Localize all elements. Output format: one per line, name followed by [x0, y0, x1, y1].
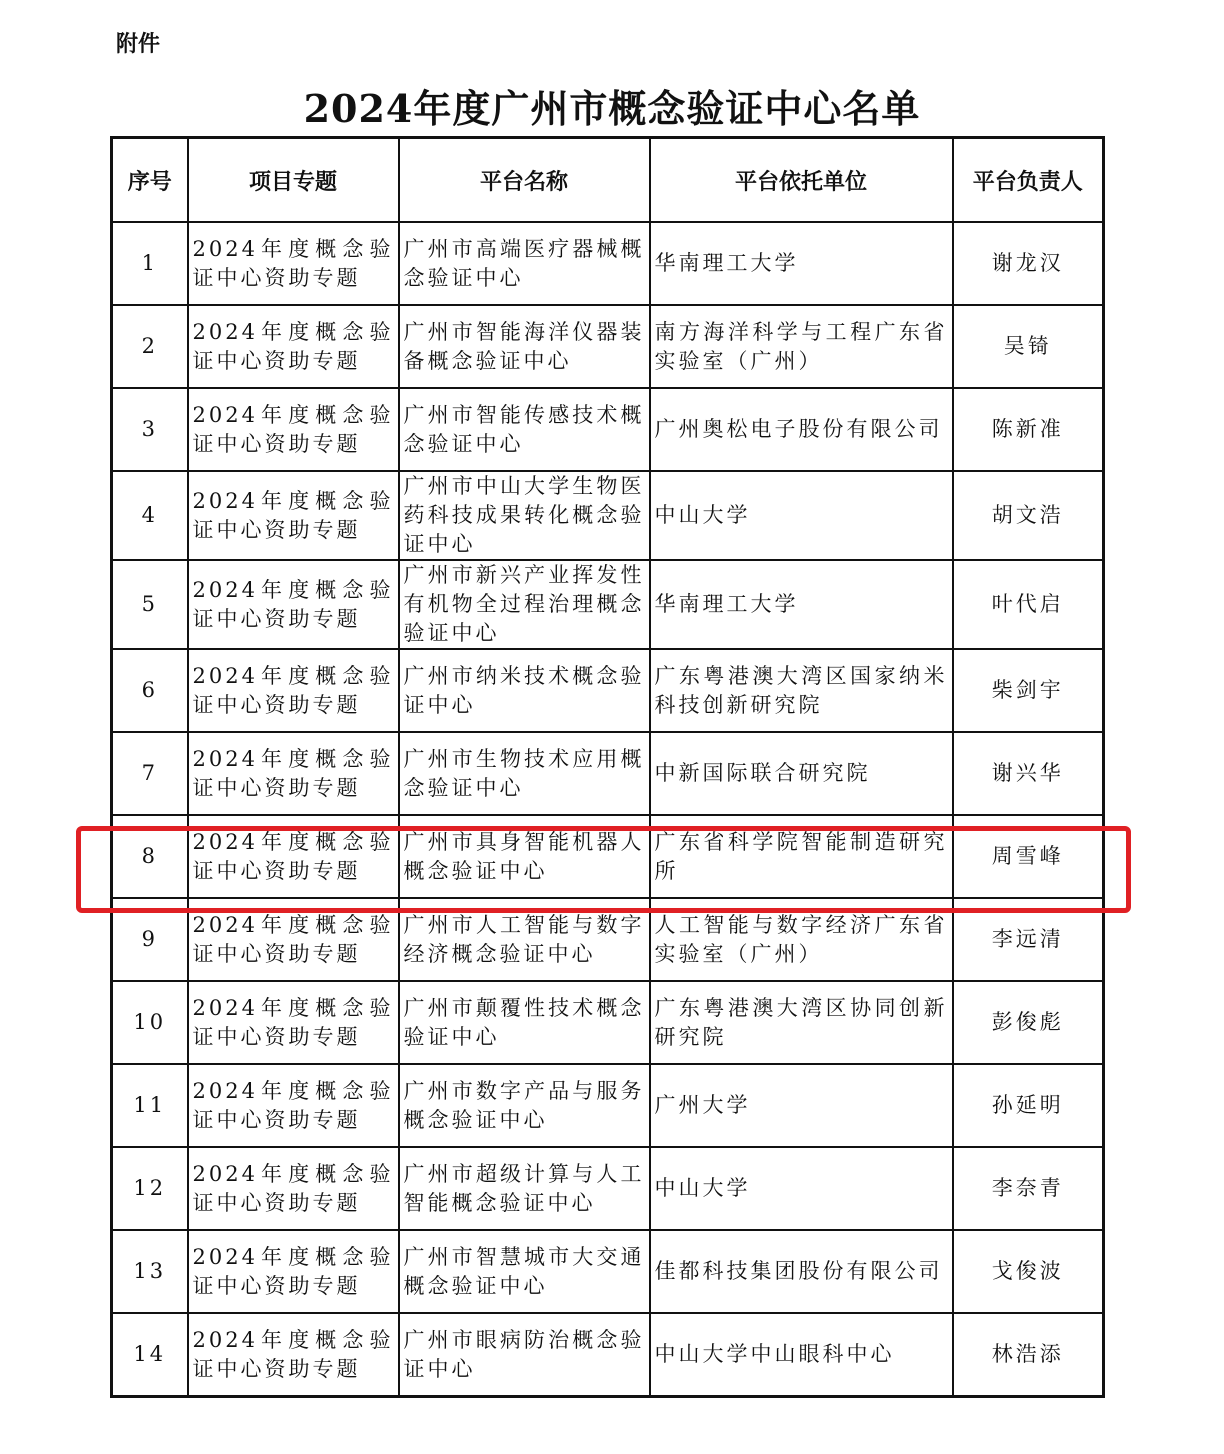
table-row	[112, 222, 1104, 305]
row-lead: 吴锜	[953, 305, 1104, 388]
row-org: 中山大学	[650, 471, 953, 560]
row-org: 广州大学	[650, 1064, 953, 1147]
row-no: 12	[112, 1147, 188, 1230]
row-topic: 2024年度概念验证中心资助专题	[188, 1313, 399, 1397]
row-topic: 2024年度概念验证中心资助专题	[188, 471, 399, 560]
row-platform: 广州市智慧城市大交通概念验证中心	[399, 1230, 650, 1313]
table-row	[112, 560, 1104, 649]
row-topic: 2024年度概念验证中心资助专题	[188, 560, 399, 649]
table-row	[112, 732, 1104, 815]
row-no: 2	[112, 305, 188, 388]
row-topic: 2024年度概念验证中心资助专题	[188, 388, 399, 471]
row-org: 广州奥松电子股份有限公司	[650, 388, 953, 471]
center-list-table	[110, 136, 1105, 1398]
row-no: 1	[112, 222, 188, 305]
row-platform: 广州市高端医疗器械概念验证中心	[399, 222, 650, 305]
row-lead: 彭俊彪	[953, 981, 1104, 1064]
table-row	[112, 1313, 1104, 1397]
row-platform: 广州市眼病防治概念验证中心	[399, 1313, 650, 1397]
row-topic: 2024年度概念验证中心资助专题	[188, 649, 399, 732]
row-org: 中新国际联合研究院	[650, 732, 953, 815]
table-row	[112, 471, 1104, 560]
row-platform: 广州市纳米技术概念验证中心	[399, 649, 650, 732]
row-platform: 广州市生物技术应用概念验证中心	[399, 732, 650, 815]
header-lead: 平台负责人	[953, 138, 1104, 223]
row-lead: 谢龙汉	[953, 222, 1104, 305]
table-row	[112, 305, 1104, 388]
table-row	[112, 1064, 1104, 1147]
header-topic: 项目专题	[188, 138, 399, 223]
row-no: 6	[112, 649, 188, 732]
row-topic: 2024年度概念验证中心资助专题	[188, 981, 399, 1064]
page-title: 2024年度广州市概念验证中心名单	[303, 86, 921, 131]
header-platform: 平台名称	[399, 138, 650, 223]
table-header-row	[112, 138, 1104, 223]
row-no: 7	[112, 732, 188, 815]
table-row-highlighted	[112, 815, 1104, 898]
row-lead: 胡文浩	[953, 471, 1104, 560]
row-org: 南方海洋科学与工程广东省实验室（广州）	[650, 305, 953, 388]
row-no: 8	[112, 815, 188, 898]
row-topic: 2024年度概念验证中心资助专题	[188, 222, 399, 305]
row-platform: 广州市人工智能与数字经济概念验证中心	[399, 898, 650, 981]
row-no: 9	[112, 898, 188, 981]
row-lead: 陈新准	[953, 388, 1104, 471]
row-platform: 广州市智能海洋仪器装备概念验证中心	[399, 305, 650, 388]
row-topic: 2024年度概念验证中心资助专题	[188, 1147, 399, 1230]
header-org: 平台依托单位	[650, 138, 953, 223]
row-no: 13	[112, 1230, 188, 1313]
row-no: 10	[112, 981, 188, 1064]
row-topic: 2024年度概念验证中心资助专题	[188, 1064, 399, 1147]
row-platform: 广州市数字产品与服务概念验证中心	[399, 1064, 650, 1147]
row-topic: 2024年度概念验证中心资助专题	[188, 305, 399, 388]
table-row	[112, 649, 1104, 732]
row-lead: 林浩添	[953, 1313, 1104, 1397]
row-platform: 广州市具身智能机器人概念验证中心	[399, 815, 650, 898]
table-row	[112, 898, 1104, 981]
row-org: 中山大学中山眼科中心	[650, 1313, 953, 1397]
row-org: 中山大学	[650, 1147, 953, 1230]
table-row	[112, 388, 1104, 471]
row-org: 人工智能与数字经济广东省实验室（广州）	[650, 898, 953, 981]
header-no: 序号	[112, 138, 188, 223]
row-org: 广东粤港澳大湾区国家纳米科技创新研究院	[650, 649, 953, 732]
table-row	[112, 1230, 1104, 1313]
row-platform: 广州市超级计算与人工智能概念验证中心	[399, 1147, 650, 1230]
row-lead: 柴剑宇	[953, 649, 1104, 732]
row-topic: 2024年度概念验证中心资助专题	[188, 898, 399, 981]
row-platform: 广州市中山大学生物医药科技成果转化概念验证中心	[399, 471, 650, 560]
row-no: 14	[112, 1313, 188, 1397]
row-topic: 2024年度概念验证中心资助专题	[188, 1230, 399, 1313]
row-platform: 广州市新兴产业挥发性有机物全过程治理概念验证中心	[399, 560, 650, 649]
row-platform: 广州市颠覆性技术概念验证中心	[399, 981, 650, 1064]
row-lead: 戈俊波	[953, 1230, 1104, 1313]
row-org: 佳都科技集团股份有限公司	[650, 1230, 953, 1313]
row-lead: 周雪峰	[953, 815, 1104, 898]
row-org: 广东粤港澳大湾区协同创新研究院	[650, 981, 953, 1064]
row-no: 5	[112, 560, 188, 649]
row-no: 3	[112, 388, 188, 471]
row-org: 华南理工大学	[650, 560, 953, 649]
row-lead: 李奈青	[953, 1147, 1104, 1230]
row-lead: 李远清	[953, 898, 1104, 981]
row-lead: 谢兴华	[953, 732, 1104, 815]
row-lead: 孙延明	[953, 1064, 1104, 1147]
table-row	[112, 981, 1104, 1064]
row-platform: 广州市智能传感技术概念验证中心	[399, 388, 650, 471]
row-topic: 2024年度概念验证中心资助专题	[188, 732, 399, 815]
row-lead: 叶代启	[953, 560, 1104, 649]
row-topic: 2024年度概念验证中心资助专题	[188, 815, 399, 898]
row-org: 华南理工大学	[650, 222, 953, 305]
table-row	[112, 1147, 1104, 1230]
row-org: 广东省科学院智能制造研究所	[650, 815, 953, 898]
attachment-label: 附件	[116, 32, 161, 57]
row-no: 11	[112, 1064, 188, 1147]
row-no: 4	[112, 471, 188, 560]
